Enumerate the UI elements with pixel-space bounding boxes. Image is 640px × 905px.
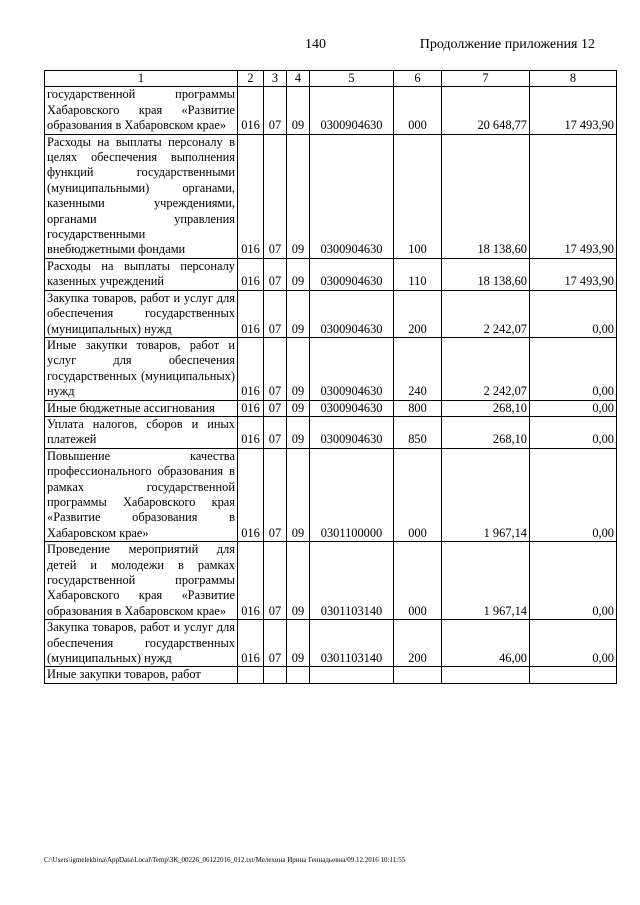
ministry-code-cell: 016 [238, 290, 264, 337]
table-row [45, 290, 617, 337]
table-header-row [45, 71, 617, 87]
subsection-cell: 09 [287, 416, 310, 448]
expense-type-cell: 200 [394, 290, 442, 337]
appendix-continuation-label: Продолжение приложения 12 [419, 37, 595, 52]
row-name-cell: Расходы на выплаты персоналу в целях обеспечения выполнения функций государственными (муниципальными) органами, казенными учреждениями, органами управления государственными внебюджетными фондами [45, 134, 238, 258]
expense-type-cell: 000 [394, 87, 442, 134]
expense-type-cell [394, 667, 442, 683]
ministry-code-cell: 016 [238, 416, 264, 448]
target-article-cell: 0300904630 [310, 400, 394, 416]
subsection-cell: 09 [287, 448, 310, 541]
section-cell: 07 [264, 337, 287, 400]
amount-2017-cell: 1 967,14 [442, 542, 530, 620]
expense-type-cell: 000 [394, 448, 442, 541]
section-cell: 07 [264, 87, 287, 134]
row-name-cell: Закупка товаров, работ и услуг для обеспечения государственных (муниципальных) нужд [45, 290, 238, 337]
amount-2017-cell: 268,10 [442, 400, 530, 416]
amount-2018-cell: 17 493,90 [530, 134, 617, 258]
column-header: 5 [310, 71, 394, 87]
subsection-cell: 09 [287, 337, 310, 400]
subsection-cell: 09 [287, 134, 310, 258]
expense-type-cell: 240 [394, 337, 442, 400]
table-row [45, 416, 617, 448]
section-cell: 07 [264, 620, 287, 667]
ministry-code-cell: 016 [238, 448, 264, 541]
amount-2018-cell: 0,00 [530, 448, 617, 541]
expense-type-cell: 850 [394, 416, 442, 448]
row-name-cell: Повышение качества профессионального образования в рамках государственной программы Хабаровского края «Развитие образования в Хабаровском крае» [45, 448, 238, 541]
table-row [45, 620, 617, 667]
row-name-cell: Закупка товаров, работ и услуг для обеспечения государственных (муниципальных) нужд [45, 620, 238, 667]
ministry-code-cell: 016 [238, 87, 264, 134]
subsection-cell: 09 [287, 290, 310, 337]
row-name-cell: государственной программы Хабаровского края «Развитие образования в Хабаровском крае» [45, 87, 238, 134]
target-article-cell [310, 667, 394, 683]
amount-2018-cell: 17 493,90 [530, 258, 617, 290]
amount-2018-cell: 0,00 [530, 620, 617, 667]
section-cell: 07 [264, 290, 287, 337]
section-cell: 07 [264, 448, 287, 541]
section-cell: 07 [264, 258, 287, 290]
row-name-cell: Иные закупки товаров, работ [45, 667, 238, 683]
amount-2018-cell: 0,00 [530, 400, 617, 416]
section-cell: 07 [264, 134, 287, 258]
subsection-cell: 09 [287, 258, 310, 290]
section-cell [264, 667, 287, 683]
ministry-code-cell: 016 [238, 542, 264, 620]
table-row [45, 542, 617, 620]
expense-type-cell: 200 [394, 620, 442, 667]
target-article-cell: 0300904630 [310, 134, 394, 258]
subsection-cell: 09 [287, 620, 310, 667]
ministry-code-cell: 016 [238, 400, 264, 416]
ministry-code-cell: 016 [238, 337, 264, 400]
target-article-cell: 0301100000 [310, 448, 394, 541]
row-name-cell: Проведение мероприятий для детей и молодежи в рамках государственной программы Хабаровского края «Развитие образования в Хабаровском крае» [45, 542, 238, 620]
table-row [45, 448, 617, 541]
section-cell: 07 [264, 416, 287, 448]
table-row [45, 258, 617, 290]
amount-2017-cell: 2 242,07 [442, 337, 530, 400]
section-cell: 07 [264, 542, 287, 620]
ministry-code-cell: 016 [238, 258, 264, 290]
amount-2018-cell [530, 667, 617, 683]
column-header: 2 [238, 71, 264, 87]
ministry-code-cell [238, 667, 264, 683]
amount-2018-cell: 0,00 [530, 416, 617, 448]
target-article-cell: 0300904630 [310, 416, 394, 448]
target-article-cell: 0300904630 [310, 290, 394, 337]
subsection-cell [287, 667, 310, 683]
table-row [45, 87, 617, 134]
expense-type-cell: 000 [394, 542, 442, 620]
column-header: 6 [394, 71, 442, 87]
amount-2018-cell: 17 493,90 [530, 87, 617, 134]
target-article-cell: 0300904630 [310, 258, 394, 290]
expense-type-cell: 800 [394, 400, 442, 416]
amount-2017-cell: 18 138,60 [442, 258, 530, 290]
target-article-cell: 0300904630 [310, 87, 394, 134]
amount-2018-cell: 0,00 [530, 337, 617, 400]
ministry-code-cell: 016 [238, 134, 264, 258]
amount-2018-cell: 0,00 [530, 290, 617, 337]
table-row [45, 400, 617, 416]
column-header: 3 [264, 71, 287, 87]
row-name-cell: Иные закупки товаров, работ и услуг для обеспечения государственных (муниципальных) нужд [45, 337, 238, 400]
column-header: 8 [530, 71, 617, 87]
amount-2017-cell: 46,00 [442, 620, 530, 667]
amount-2017-cell [442, 667, 530, 683]
expense-type-cell: 100 [394, 134, 442, 258]
ministry-code-cell: 016 [238, 620, 264, 667]
amount-2018-cell: 0,00 [530, 542, 617, 620]
section-cell: 07 [264, 400, 287, 416]
column-header: 1 [45, 71, 238, 87]
subsection-cell: 09 [287, 87, 310, 134]
target-article-cell: 0300904630 [310, 337, 394, 400]
page-number: 140 [305, 37, 326, 52]
table-row [45, 134, 617, 258]
amount-2017-cell: 1 967,14 [442, 448, 530, 541]
amount-2017-cell: 18 138,60 [442, 134, 530, 258]
budget-table [44, 70, 617, 684]
row-name-cell: Уплата налогов, сборов и иных платежей [45, 416, 238, 448]
target-article-cell: 0301103140 [310, 542, 394, 620]
row-name-cell: Расходы на выплаты персоналу казенных учреждений [45, 258, 238, 290]
column-header: 4 [287, 71, 310, 87]
document-footer-path: C:\Users\igmelekhina\AppData\Local\Temp\ЗК_00226_06122016_012.txt/Мелехина Ирина Геннадьевна/09.12.2016 10:11:55 [44, 856, 406, 864]
amount-2017-cell: 2 242,07 [442, 290, 530, 337]
target-article-cell: 0301103140 [310, 620, 394, 667]
amount-2017-cell: 268,10 [442, 416, 530, 448]
table-row [45, 337, 617, 400]
row-name-cell: Иные бюджетные ассигнования [45, 400, 238, 416]
amount-2017-cell: 20 648,77 [442, 87, 530, 134]
subsection-cell: 09 [287, 400, 310, 416]
subsection-cell: 09 [287, 542, 310, 620]
column-header: 7 [442, 71, 530, 87]
expense-type-cell: 110 [394, 258, 442, 290]
table-row [45, 667, 617, 683]
